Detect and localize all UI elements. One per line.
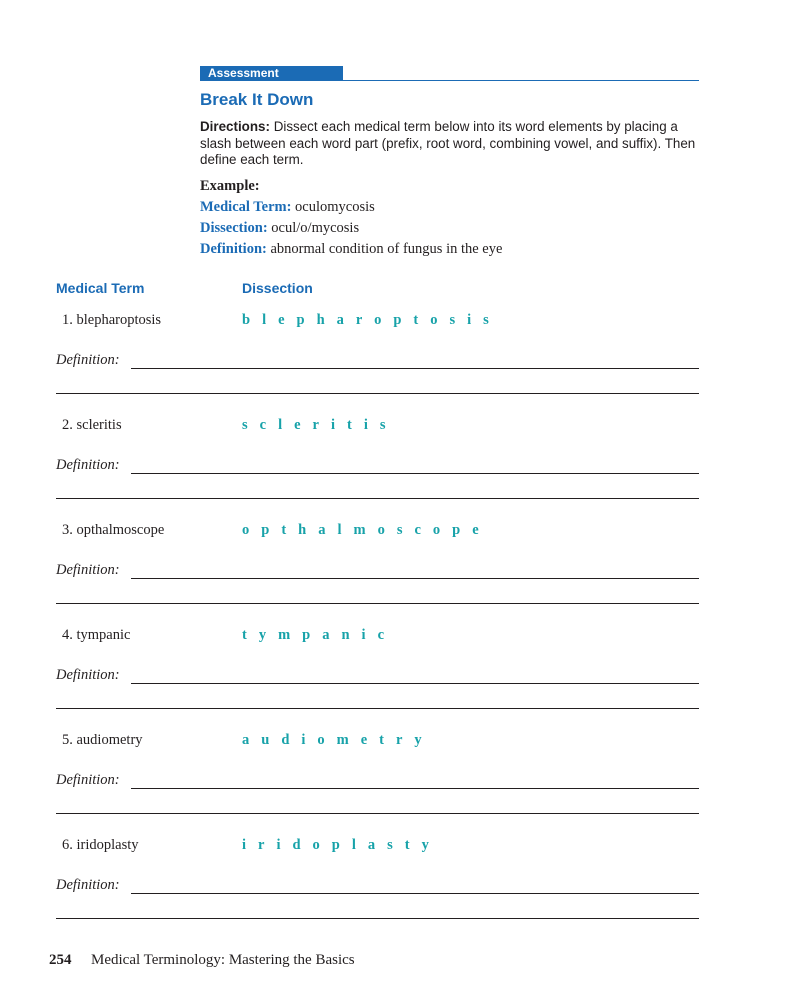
- section-tab: Assessment: [200, 66, 343, 81]
- definition-line[interactable]: [131, 473, 699, 474]
- definition-line[interactable]: [131, 368, 699, 369]
- example-term-label: Medical Term:: [200, 199, 292, 215]
- definition-label: Definition:: [56, 457, 120, 473]
- dissection-field[interactable]: iridoplasty: [242, 837, 441, 853]
- dissection-field[interactable]: tympanic: [242, 627, 396, 643]
- definition-line-continued[interactable]: [56, 708, 699, 709]
- term-item: [0, 732, 800, 832]
- definition-line-continued[interactable]: [56, 813, 699, 814]
- term-item: [0, 627, 800, 727]
- definition-line[interactable]: [131, 578, 699, 579]
- term-item: [0, 312, 800, 412]
- definition-label: Definition:: [56, 562, 120, 578]
- example-definition-row: [200, 240, 502, 258]
- page-number: 254: [49, 952, 72, 968]
- definition-label: Definition:: [56, 772, 120, 788]
- term-label: 3. opthalmoscope: [62, 522, 165, 538]
- term-item: [0, 417, 800, 517]
- dissection-field[interactable]: audiometry: [242, 732, 434, 748]
- definition-line-continued[interactable]: [56, 498, 699, 499]
- definition-line[interactable]: [131, 893, 699, 894]
- definition-label: Definition:: [56, 352, 120, 368]
- example-term-row: [200, 198, 375, 216]
- directions-text: Dissect each medical term below into its word elements by placing a slash between each word part (prefix, root word, combining vowel, and suffix). Then define each term.: [200, 119, 696, 167]
- example-definition: abnormal condition of fungus in the eye: [270, 241, 503, 257]
- example-heading: Example:: [200, 178, 260, 194]
- definition-label: Definition:: [56, 877, 120, 893]
- directions-label: Directions:: [200, 119, 270, 134]
- dissection-field[interactable]: opthalmoscope: [242, 522, 491, 538]
- section-rule: [343, 80, 699, 81]
- book-title: Medical Terminology: Mastering the Basics: [91, 952, 355, 968]
- definition-label: Definition:: [56, 667, 120, 683]
- term-label: 2. scleritis: [62, 417, 122, 433]
- term-label: 5. audiometry: [62, 732, 143, 748]
- example-dissection-row: [200, 219, 359, 237]
- dissection-field[interactable]: scleritis: [242, 417, 398, 433]
- term-item: [0, 837, 800, 937]
- term-label: 4. tympanic: [62, 627, 131, 643]
- directions: [200, 119, 700, 169]
- term-item: [0, 522, 800, 622]
- dissection-field[interactable]: blepharoptosis: [242, 312, 501, 328]
- definition-line-continued[interactable]: [56, 918, 699, 919]
- example-term: oculomycosis: [295, 199, 375, 215]
- definition-line[interactable]: [131, 788, 699, 789]
- column-header-dissection: Dissection: [242, 280, 313, 296]
- term-label: 6. iridoplasty: [62, 837, 139, 853]
- column-header-term: Medical Term: [56, 280, 145, 296]
- definition-line[interactable]: [131, 683, 699, 684]
- example-dissection: ocul/o/mycosis: [271, 220, 360, 236]
- definition-line-continued[interactable]: [56, 603, 699, 604]
- definition-line-continued[interactable]: [56, 393, 699, 394]
- term-label: 1. blepharoptosis: [62, 312, 162, 328]
- example-definition-label: Definition:: [200, 241, 267, 257]
- page-title: Break It Down: [200, 90, 314, 109]
- example-dissection-label: Dissection:: [200, 220, 268, 236]
